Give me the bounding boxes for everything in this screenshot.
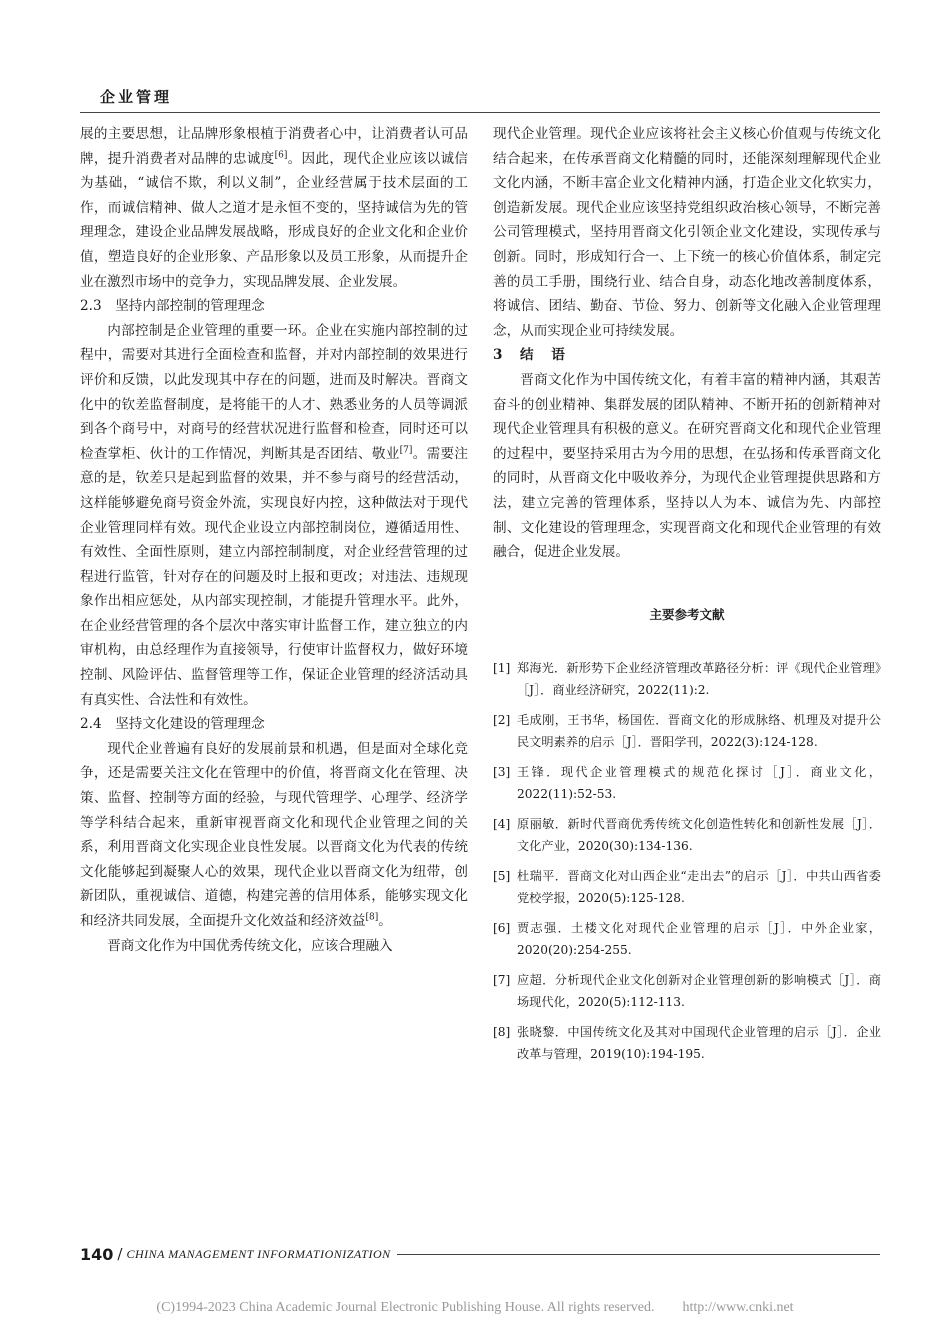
right-column bbox=[493, 122, 881, 1073]
running-header: 企业管理 bbox=[100, 88, 173, 106]
paragraph: 内部控制是企业管理的重要一环。企业在实施内部控制的过程中，需要对其进行全面检查和监督，并对内部控制的效果进行评价和反馈，以此发现其中存在的问题，进而及时解决。晋商文化中的钦差监督制度，是将能干的人才、熟悉业务的人员等调派到各个商号中，对商号的经营状况进行监督和检查，同时还可以检查掌柜、伙计的工作情况，判断其是否团结、敬业[7]。需要注意的是，钦差只是起到监督的效果，并不参与商号的经营活动，这样能够避免商号资金外流，实现良好内控，这种做法对于现代企业管理同样有效。现代企业设立内部控制岗位，遵循适用性、有效性、全面性原则，建立内部控制制度，对企业经营管理的过程进行监管，针对存在的问题及时上报和更改；对违法、违规现象作出相应惩处，从内部实现控制，才能提升管理水平。此外，在企业经营管理的各个层次中落实审计监督工作，建立独立的内审机构，由总经理作为直接领导，行使审计监督权力，做好环境控制、风险评估、监督管理等工作，保证企业管理的经济活动具有真实性、合法性和有效性。 bbox=[80, 322, 468, 708]
left-column bbox=[80, 122, 468, 958]
paragraph: 现代企业管理。现代企业应该将社会主义核心价值观与传统文化结合起来，在传承晋商文化精髓的同时，还能深刻理解现代企业文化内涵，不断丰富企业文化精神内涵，打造企业文化软实力，创造新发展。现代企业应该坚持党组织政治核心领导，不断完善公司管理模式，坚持用晋商文化引领企业文化建设，实现传承与创新。同时，形成知行合一、上下统一的核心价值体系，制定完善的员工手册，围绕行业、结合自身，动态化地改善制度体系，将诚信、团结、勤奋、节俭、努力、创新等文化融入企业管理理念，从而实现企业可持续发展。 bbox=[493, 126, 881, 339]
section-heading-3: 3 结 语 bbox=[493, 347, 567, 364]
section-heading-2-3: 2.3 坚持内部控制的管理理念 bbox=[80, 298, 265, 315]
reference-item: [8] 张晓黎．中国传统文化及其对中国现代企业管理的启示［J］．企业改革与管理，2019(10):194-195. bbox=[493, 1025, 881, 1062]
page-number: 140 bbox=[80, 1244, 114, 1264]
footer-separator: / bbox=[117, 1245, 123, 1263]
footer-rule bbox=[397, 1254, 880, 1255]
paragraph: 晋商文化作为中国传统文化，有着丰富的精神内涵，其艰苦奋斗的创业精神、集群发展的团队精神、不断开拓的创新精神对现代企业管理具有积极的意义。在研究晋商文化和现代企业管理的过程中，要坚持采用古为今用的思想，在弘扬和传承晋商文化的同时，从晋商文化中吸收养分，为现代企业管理提供思路和方法，建立完善的管理体系，坚持以人为本、诚信为先、内部控制、文化建设的管理理念，实现晋商文化和现代企业管理的有效融合，促进企业发展。 bbox=[493, 371, 881, 561]
page-footer bbox=[80, 1244, 880, 1264]
reference-list bbox=[493, 657, 881, 1065]
citation[interactable]: [8] bbox=[365, 912, 379, 923]
paragraph: 现代企业普遍有良好的发展前景和机遇，但是面对全球化竞争，还是需要关注文化在管理中的价值，将晋商文化在管理、决策、监督、控制等方面的经验，与现代管理学、心理学、经济学等学科结合起来，重新审视晋商文化和现代企业管理之间的关系，利用晋商文化实现企业良性发展。以晋商文化为代表的传统文化能够起到凝聚人心的效果，现代企业以晋商文化为纽带，创新团队，重视诚信、道德，构建完善的信用体系，能够实现文化和经济共同发展，全面提升文化效益和经济效益[8]。 bbox=[80, 740, 468, 929]
reference-item: [7] 应超．分析现代企业文化创新对企业管理创新的影响模式［J］．商场现代化，2020(5):112-113. bbox=[493, 973, 881, 1010]
citation[interactable]: [7] bbox=[399, 445, 413, 456]
journal-name: CHINA MANAGEMENT INFORMATIONIZATION bbox=[126, 1246, 391, 1261]
reference-item: [3] 王锋．现代企业管理模式的规范化探讨［J］．商业文化，2022(11):52-53. bbox=[493, 765, 881, 802]
copyright-notice: (C)1994-2023 China Academic Journal Electronic Publishing House. All rights reserved. http://www.cnki.net bbox=[156, 1300, 794, 1315]
reference-item: [4] 原丽敏．新时代晋商优秀传统文化创造性转化和创新性发展［J］．文化产业，2020(30):134-136. bbox=[493, 817, 881, 854]
paragraph: 晋商文化作为中国优秀传统文化，应该合理融入 bbox=[107, 937, 393, 954]
reference-item: [6] 贾志强．土楼文化对现代企业管理的启示［J］．中外企业家，2020(20):254-255. bbox=[493, 921, 881, 958]
section-heading-2-4: 2.4 坚持文化建设的管理理念 bbox=[80, 716, 265, 733]
paragraph: 展的主要思想，让品牌形象根植于消费者心中，让消费者认可品牌，提升消费者对品牌的忠诚度[6]。因此，现代企业应该以诚信为基础，“诚信不欺，利以义制”，企业经营属于技术层面的工作，而诚信精神、做人之道才是永恒不变的，坚持诚信为先的管理理念，建设企业品牌发展战略，形成良好的企业文化和企业价值，塑造良好的企业形象、产品形象以及员工形象，从而提升企业在激烈市场中的竞争力，实现品牌发展、企业发展。 bbox=[80, 126, 469, 290]
reference-item: [5] 杜瑞平．晋商文化对山西企业“走出去”的启示［J］．中共山西省委党校学报，2020(5):125-128. bbox=[493, 869, 881, 906]
header-rule bbox=[80, 112, 880, 113]
reference-item: [1] 郑海光．新形势下企业经济管理改革路径分析：评《现代企业管理》［J］．商业经济研究，2022(11):2. bbox=[493, 661, 881, 698]
reference-item: [2] 毛成刚，王书华，杨国佐．晋商文化的形成脉络、机理及对提升公民文明素养的启示［J］．晋阳学刊，2022(3):124-128. bbox=[493, 713, 881, 750]
references-title: 主要参考文献 bbox=[649, 606, 725, 622]
citation[interactable]: [6] bbox=[274, 150, 288, 161]
